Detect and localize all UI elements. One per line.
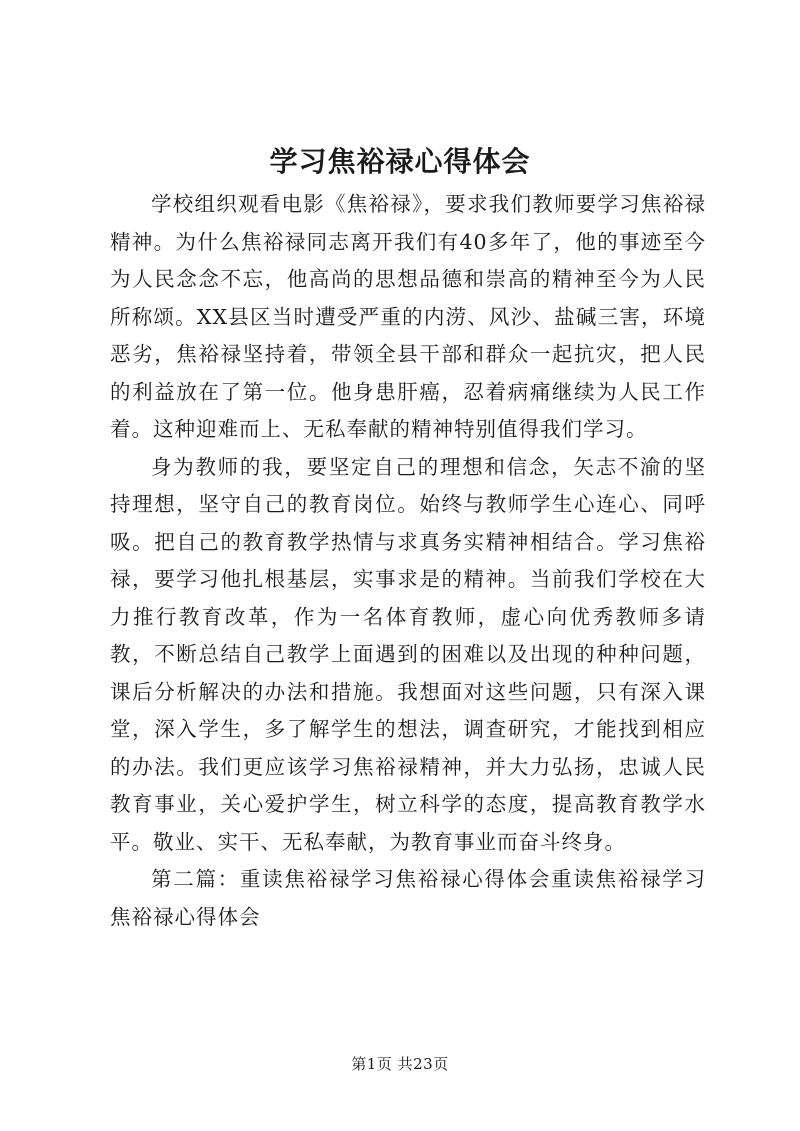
paragraph-2: 身为教师的我，要坚定自己的理想和信念，矢志不渝的坚持理想，坚守自己的教育岗位。始终与教师学生心连心、同呼吸。把自己的教育教学热情与求真务实精神相结合。学习焦裕禄，要学习他扎根基层，实事求是的精神。当前我们学校在大力推行教育改革，作为一名体育教师，虚心向优秀教师多请教，不断总结自己教学上面遇到的困难以及出现的种种问题，课后分析解决的办法和措施。我想面对这些问题，只有深入课堂，深入学生，多了解学生的想法，调查研究，才能找到相应的办法。我们更应该学习焦裕禄精神，并大力弘扬，忠诚人民教育事业，关心爱护学生，树立科学的态度，提高教育教学水平。敬业、实干、无私奉献，为教育事业而奋斗终身。 (110, 454, 706, 854)
document-title: 学习焦裕禄心得体会 (269, 145, 531, 178)
paragraph-3: 第二篇：重读焦裕禄学习焦裕禄心得体会重读焦裕禄学习焦裕禄心得体会 (110, 867, 706, 929)
paragraph-1: 学校组织观看电影《焦裕禄》，要求我们教师要学习焦裕禄精神。为什么焦裕禄同志离开我们有40多年了，他的事迹至今为人民念念不忘，他高尚的思想品德和崇高的精神至今为人民所称颂。XX县区当时遭受严重的内涝、风沙、盐碱三害，环境恶劣，焦裕禄坚持着，带领全县干部和群众一起抗灾，把人民的利益放在了第一位。他身患肝癌，忍着病痛继续为人民工作着。这种迎难而上、无私奉献的精神特别值得我们学习。 (110, 192, 706, 441)
document-body (110, 186, 706, 936)
page-number-footer: 第1页 共23页 (351, 1055, 449, 1073)
